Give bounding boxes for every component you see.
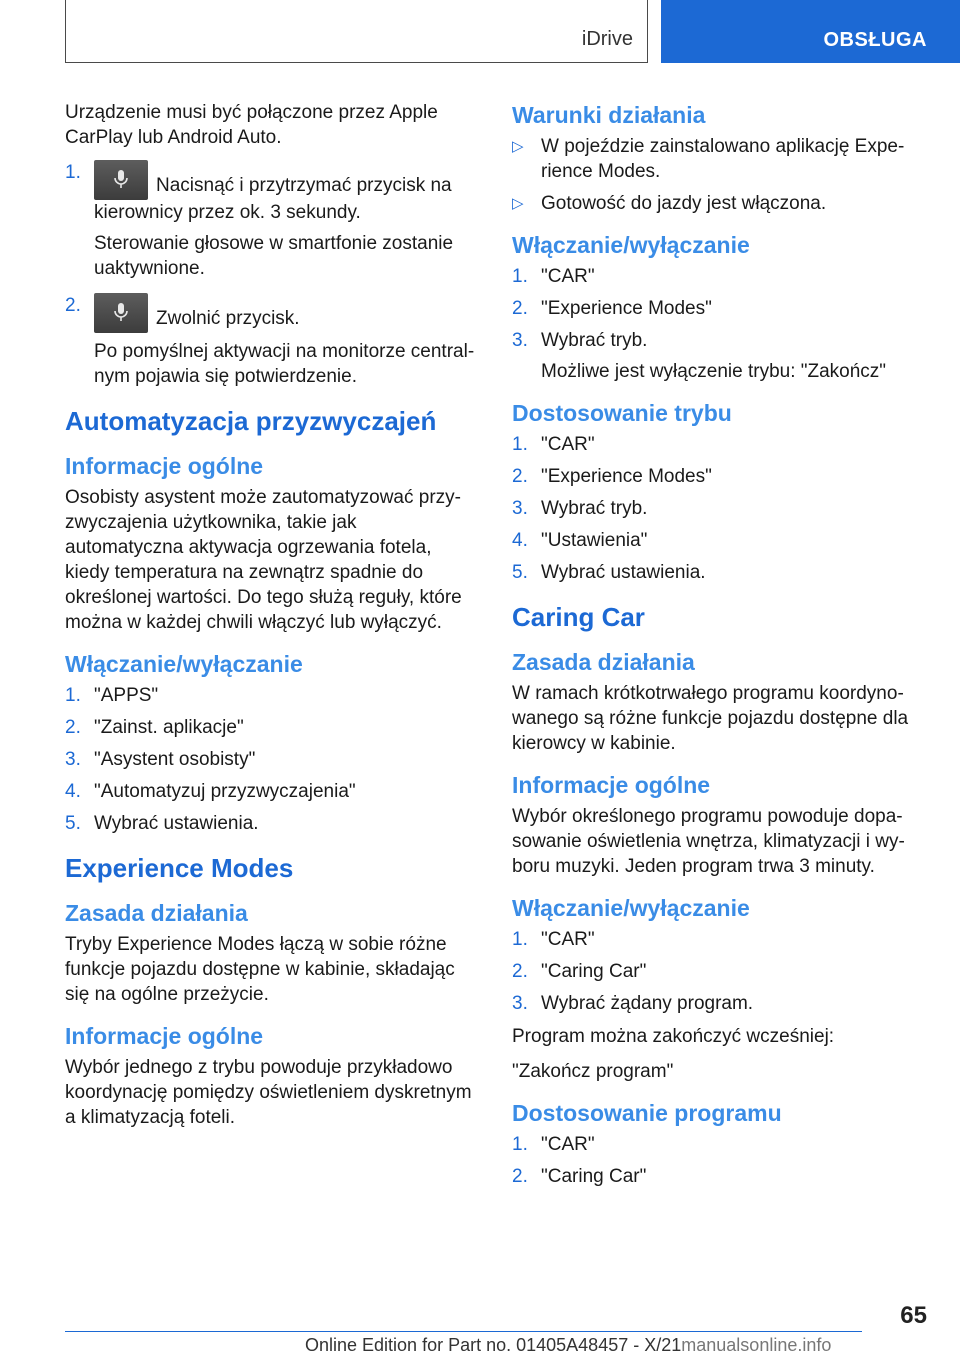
step-number: 4. <box>512 530 528 551</box>
header-section-box <box>65 0 648 63</box>
step-text: "Asystent osobisty" <box>94 749 256 770</box>
step-number: 3. <box>512 993 528 1014</box>
list-item <box>65 293 480 389</box>
list-item <box>512 560 912 585</box>
list-item <box>512 991 912 1016</box>
body-text: Osobisty asystent może zautomatyzować przyzwyczajenia użytkownika, takie jak automatyczna aktywacja ogrzewania fotela, kiedy temperatura na zewnątrz spadnie do określonej wartości. Do tego służą reguły, które można w każdej chwili włączyć lub wyłączyć. <box>65 487 462 633</box>
body-text: Wybór określonego programu powoduje dopasowanie oświetlenia wnętrza, klimatyzacji i wyboru muzyki. Jeden program trwa 3 minuty. <box>512 806 905 877</box>
page-number: 65 <box>900 1302 927 1329</box>
step-number: 1. <box>512 266 528 287</box>
habits-steps <box>65 683 480 836</box>
section-title-experience: Experience Modes <box>65 853 294 883</box>
step-result: Sterowanie głosowe w smartfonie zostanie uaktywnione. <box>94 233 454 279</box>
list-item <box>512 432 912 457</box>
step-text: Zwolnić przycisk. <box>156 308 300 329</box>
subsection-title: Włączanie/wyłączanie <box>65 651 303 677</box>
step-result: Możliwe jest wyłączenie trybu: "Zakończ" <box>541 361 887 382</box>
body-text: Wybór jednego z trybu powoduje przykładowo koordynację pomiędzy oświetleniem dyskretnym a klimatyzacją foteli. <box>65 1057 472 1128</box>
footer-edition-text: Online Edition for Part no. 01405A48457 - X/21 <box>305 1335 682 1355</box>
microphone-icon <box>94 160 148 200</box>
experience-adjust-steps <box>512 432 912 585</box>
list-item <box>65 715 480 740</box>
footer-divider <box>65 1331 862 1332</box>
body-text: W ramach krótkotrwałego programu koordynowanego są różne funkcje pojazdu dostępne dla kierowcy w kabinie. <box>512 683 909 754</box>
step-text: Nacisnąć i przytrzymać przycisk na kierownicy przez ok. 3 sekundy. <box>94 175 452 223</box>
subsection-title: Informacje ogólne <box>65 453 264 479</box>
section-title-habits: Automatyzacja przyzwyczajeń <box>65 406 437 436</box>
body-text: Program można zakończyć wcześniej: <box>512 1026 835 1047</box>
step-number: 1. <box>512 929 528 950</box>
footer-watermark: manualsonline.info <box>681 1335 832 1355</box>
section-title-caring-car: Caring Car <box>512 602 645 632</box>
list-item <box>65 779 480 804</box>
step-text: "APPS" <box>94 685 159 706</box>
list-item <box>512 528 912 553</box>
step-text: "Zainst. aplikacje" <box>94 717 244 738</box>
subsection-title: Informacje ogólne <box>65 1023 264 1049</box>
list-item <box>512 328 912 384</box>
triangle-bullet-icon: ▷ <box>512 138 524 155</box>
subsection-title: Włączanie/wyłączanie <box>512 895 750 921</box>
voice-steps <box>65 160 480 389</box>
header-chapter-label: OBSŁUGA <box>823 29 927 51</box>
step-number: 3. <box>512 498 528 519</box>
step-text: "CAR" <box>541 1134 595 1155</box>
step-number: 5. <box>65 813 81 834</box>
step-number: 5. <box>512 562 528 583</box>
subsection-title: Włączanie/wyłączanie <box>512 232 750 258</box>
step-text: "Experience Modes" <box>541 466 712 487</box>
subsection-title: Warunki działania <box>512 102 706 128</box>
step-number: 2. <box>65 295 81 316</box>
subsection-title: Dostosowanie programu <box>512 1100 782 1126</box>
step-number: 1. <box>65 685 81 706</box>
subsection-title: Zasada działania <box>512 649 695 675</box>
left-column <box>65 100 480 1140</box>
step-text: Wybrać ustawienia. <box>541 562 706 583</box>
header-chapter-tab <box>661 0 960 63</box>
subsection-title: Zasada działania <box>65 900 248 926</box>
list-item <box>512 134 912 184</box>
list-item <box>512 496 912 521</box>
step-text: "Caring Car" <box>541 1166 647 1187</box>
body-text: "Zakończ program" <box>512 1061 674 1082</box>
step-text: Wybrać ustawienia. <box>94 813 259 834</box>
triangle-bullet-icon: ▷ <box>512 195 524 212</box>
step-result: Po pomyślnej aktywacji na monitorze centralnym pojawia się potwierdzenie. <box>94 341 475 387</box>
step-number: 2. <box>512 961 528 982</box>
step-number: 1. <box>65 162 81 183</box>
right-column <box>512 100 912 1197</box>
step-number: 2. <box>512 1166 528 1187</box>
intro-text: Urządzenie musi być połączone przez Apple CarPlay lub Android Auto. <box>65 102 438 148</box>
step-number: 2. <box>512 466 528 487</box>
item-text: Gotowość do jazdy jest włączona. <box>541 193 827 214</box>
list-item <box>512 927 912 952</box>
list-item <box>512 1132 912 1157</box>
list-item <box>512 191 912 216</box>
list-item <box>512 296 912 321</box>
list-item <box>65 683 480 708</box>
step-number: 4. <box>65 781 81 802</box>
step-text: Wybrać tryb. <box>541 498 648 519</box>
list-item <box>512 959 912 984</box>
step-text: "CAR" <box>541 929 595 950</box>
footer-edition <box>305 1335 831 1356</box>
step-text: "Automatyzuj przyzwyczajenia" <box>94 781 356 802</box>
experience-onoff-steps <box>512 264 912 384</box>
step-text: "Caring Car" <box>541 961 647 982</box>
step-number: 3. <box>512 330 528 351</box>
step-number: 2. <box>65 717 81 738</box>
step-number: 1. <box>512 1134 528 1155</box>
step-number: 2. <box>512 298 528 319</box>
subsection-title: Informacje ogólne <box>512 772 711 798</box>
subsection-title: Dostosowanie trybu <box>512 400 732 426</box>
step-text: Wybrać tryb. <box>541 330 648 351</box>
step-number: 1. <box>512 434 528 455</box>
list-item <box>512 1164 912 1189</box>
item-text: W pojeździe zainstalowano aplikację Experience Modes. <box>541 136 905 182</box>
list-item <box>65 811 480 836</box>
caring-adjust-steps <box>512 1132 912 1189</box>
step-text: "Ustawienia" <box>541 530 648 551</box>
conditions-list <box>512 134 912 216</box>
list-item <box>65 160 480 281</box>
list-item <box>65 747 480 772</box>
microphone-icon <box>94 293 148 333</box>
list-item <box>512 264 912 289</box>
step-text: "Experience Modes" <box>541 298 712 319</box>
step-text: "CAR" <box>541 266 595 287</box>
caring-onoff-steps <box>512 927 912 1016</box>
list-item <box>512 464 912 489</box>
step-number: 3. <box>65 749 81 770</box>
header-section-label: iDrive <box>581 28 633 50</box>
step-text: Wybrać żądany program. <box>541 993 754 1014</box>
body-text: Tryby Experience Modes łączą w sobie różne funkcje pojazdu dostępne w kabinie, składając się na ogólne przeżycie. <box>65 934 455 1005</box>
step-text: "CAR" <box>541 434 595 455</box>
